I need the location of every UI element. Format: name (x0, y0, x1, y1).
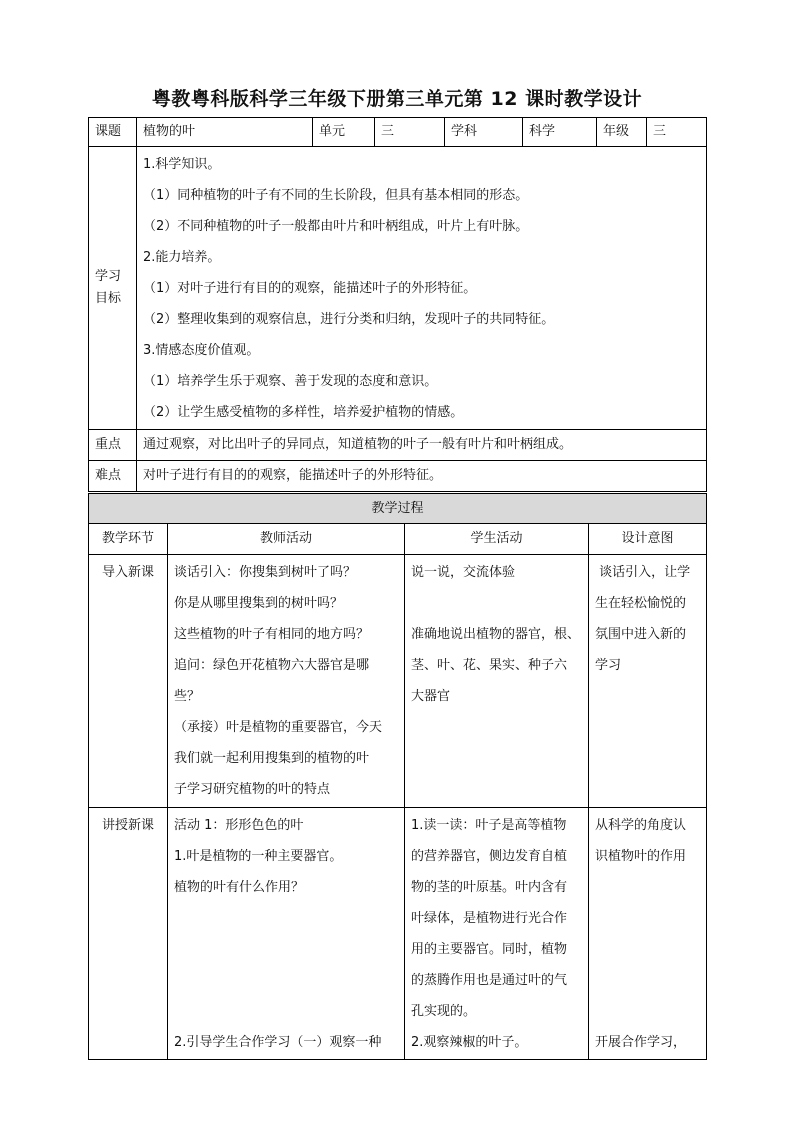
intro-teacher (168, 555, 405, 808)
goals-label-line-1: 学习 (95, 269, 122, 284)
grade-label: 年级 (597, 118, 647, 147)
student-line: 的营养器官，侧边发育自植 (411, 849, 568, 864)
col-student: 学生活动 (405, 524, 589, 555)
student-line: 大器官 (411, 689, 451, 704)
goal-line: （1）对叶子进行有目的的观察，能描述叶子的外形特征。 (143, 281, 477, 296)
teacher-line: 2.引导学生合作学习（一）观察一种 (174, 1035, 382, 1050)
goal-line: 1.科学知识。 (143, 157, 221, 172)
topic-label: 课题 (89, 118, 137, 147)
topic-value: 植物的叶 (137, 118, 313, 147)
teacher-line (174, 934, 398, 965)
teacher-line: 活动 1：形形色色的叶 (174, 818, 304, 833)
goal-line: （1）培养学生乐于观察、善于发现的态度和意识。 (143, 374, 438, 389)
teacher-line (174, 965, 398, 996)
teacher-line (174, 996, 398, 1027)
unit-label: 单元 (313, 118, 375, 147)
student-line: 用的主要器官。同时，植物 (411, 942, 568, 957)
teacher-line: 些？ (174, 689, 201, 704)
lesson-info-table (88, 117, 707, 492)
teacher-line: （承接）叶是植物的重要器官，今天 (174, 720, 383, 735)
intro-stage (89, 555, 168, 808)
intent-line (595, 965, 700, 996)
student-line: 准确地说出植物的器官，根、 (411, 627, 581, 642)
teacher-line: 我们就一起利用搜集到的植物的叶 (174, 751, 370, 766)
new-intent (589, 808, 707, 1060)
goal-line: （2）不同种植物的叶子一般都由叶片和叶柄组成，叶片上有叶脉。 (143, 219, 529, 234)
grade-value: 三 (647, 118, 707, 147)
intent-line: 生在轻松愉悦的 (595, 596, 687, 611)
intent-line (595, 934, 700, 965)
teacher-line: 你是从哪里搜集到的树叶吗？ (174, 596, 344, 611)
intent-line: 开展合作学习， (595, 1035, 687, 1050)
student-line: 茎、叶、花、果实、种子六 (411, 658, 568, 673)
student-line (411, 588, 582, 619)
difficulty-label: 难点 (89, 461, 137, 492)
teacher-line: 子学习研究植物的叶的特点 (174, 782, 331, 797)
intent-line: 氛围中进入新的 (595, 627, 687, 642)
student-line: 1.读一读：叶子是高等植物 (411, 818, 567, 833)
intent-line: 从科学的角度认 (595, 818, 687, 833)
subject-label: 学科 (445, 118, 523, 147)
intent-line (595, 996, 700, 1027)
col-stage: 教学环节 (89, 524, 168, 555)
goal-line: （2）整理收集到的观察信息，进行分类和归纳，发现叶子的共同特征。 (143, 312, 555, 327)
teacher-line: 植物的叶有什么作用？ (174, 880, 305, 895)
goal-line: 3.情感态度价值观。 (143, 343, 260, 358)
key-point-text: 通过观察，对比出叶子的异同点，知道植物的叶子一般有叶片和叶柄组成。 (137, 430, 707, 461)
student-line: 的蒸腾作用也是通过叶的气 (411, 973, 568, 988)
student-line: 叶绿体，是植物进行光合作 (411, 911, 568, 926)
col-teacher: 教师活动 (168, 524, 405, 555)
new-stage-text: 讲授新课 (101, 818, 154, 833)
new-teacher (168, 808, 405, 1060)
goal-line: （1）同种植物的叶子有不同的生长阶段，但具有基本相同的形态。 (143, 188, 529, 203)
intro-stage-text: 导入新课 (101, 565, 154, 580)
key-point-label: 重点 (89, 430, 137, 461)
process-header: 教学过程 (89, 494, 707, 524)
teacher-line (174, 903, 398, 934)
subject-value: 科学 (523, 118, 597, 147)
goal-line: 2.能力培养。 (143, 250, 221, 265)
col-intent: 设计意图 (589, 524, 707, 555)
teacher-line: 追问：绿色开花植物六大器官是哪 (174, 658, 370, 673)
process-table (88, 493, 707, 1060)
intent-line (595, 903, 700, 934)
goals-label-line-2: 目标 (95, 291, 122, 306)
intro-student (405, 555, 589, 808)
intent-line: 学习 (595, 658, 622, 673)
intent-line: 谈话引入，让学 (595, 565, 691, 580)
student-line: 孔实现的。 (411, 1004, 477, 1019)
new-stage (89, 808, 168, 1060)
intent-line: 识植物叶的作用 (595, 849, 687, 864)
unit-value: 三 (375, 118, 445, 147)
new-student (405, 808, 589, 1060)
page-title: 粤教粤科版科学三年级下册第三单元第 12 课时教学设计 (151, 88, 643, 110)
teacher-line: 谈话引入：你搜集到树叶了吗？ (174, 565, 357, 580)
goal-line: （2）让学生感受植物的多样性，培养爱护植物的情感。 (143, 405, 464, 420)
student-line: 2.观察辣椒的叶子。 (411, 1035, 528, 1050)
goals-label (89, 147, 137, 430)
difficulty-text: 对叶子进行有目的的观察，能描述叶子的外形特征。 (137, 461, 707, 492)
teacher-line: 1.叶是植物的一种主要器官。 (174, 849, 343, 864)
teacher-line: 这些植物的叶子有相同的地方吗？ (174, 627, 370, 642)
student-line: 物的茎的叶原基。叶内含有 (411, 880, 568, 895)
student-line: 说一说，交流体验 (411, 565, 516, 580)
intent-line (595, 872, 700, 903)
intro-intent (589, 555, 707, 808)
goals-content (137, 147, 707, 430)
